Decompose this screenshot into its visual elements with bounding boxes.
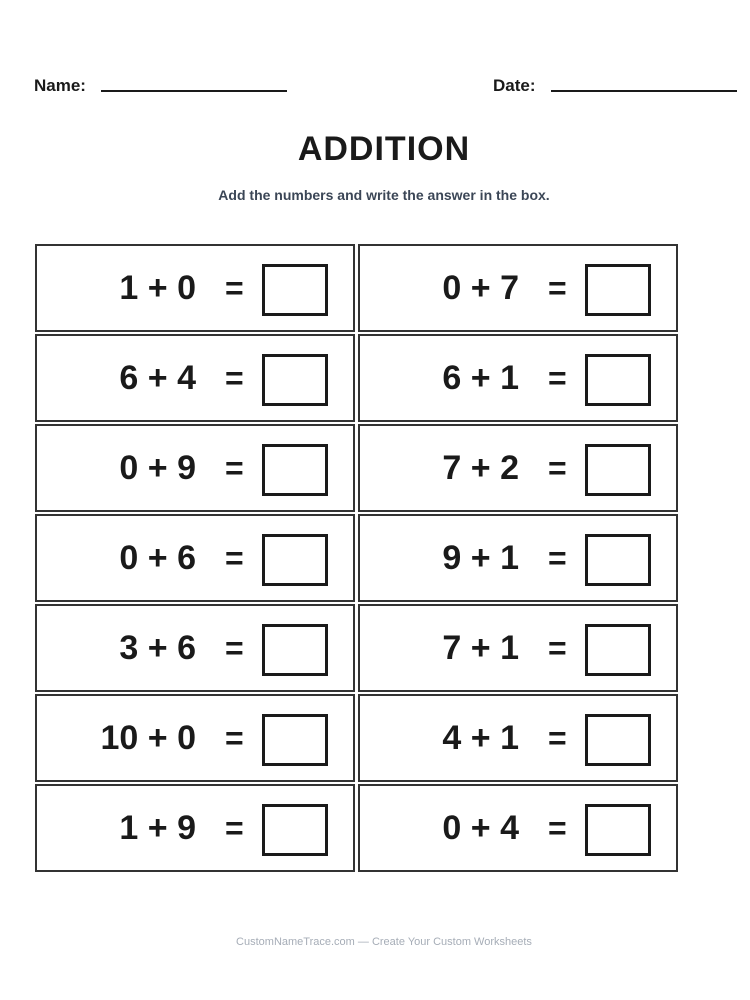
problem-cell (35, 424, 355, 512)
problem-cell (358, 334, 678, 422)
equals-sign: = (548, 720, 567, 756)
date-label: Date: (493, 76, 536, 95)
problem-expression: 1 + 9 (119, 809, 196, 847)
answer-box[interactable] (585, 444, 651, 496)
equals-sign: = (225, 720, 244, 756)
problem-row (35, 784, 682, 872)
answer-box[interactable] (585, 714, 651, 766)
worksheet-instructions: Add the numbers and write the answer in the box. (218, 187, 550, 203)
answer-box[interactable] (262, 354, 328, 406)
problem-cell (35, 694, 355, 782)
equals-sign: = (548, 810, 567, 846)
equals-sign: = (548, 270, 567, 306)
problem-row (35, 424, 682, 512)
problem-cell (35, 604, 355, 692)
problem-expression: 7 + 2 (442, 449, 519, 487)
equals-sign: = (548, 540, 567, 576)
problem-cell (358, 694, 678, 782)
equals-sign: = (548, 630, 567, 666)
equals-sign: = (225, 360, 244, 396)
equals-sign: = (225, 630, 244, 666)
equals-sign: = (225, 270, 244, 306)
problem-expression: 3 + 6 (119, 629, 196, 667)
problem-expression: 10 + 0 (100, 719, 196, 757)
problem-expression: 7 + 1 (442, 629, 519, 667)
answer-box[interactable] (262, 714, 328, 766)
answer-box[interactable] (585, 264, 651, 316)
equals-sign: = (548, 360, 567, 396)
problem-cell (35, 784, 355, 872)
problem-expression: 9 + 1 (442, 539, 519, 577)
equals-sign: = (225, 450, 244, 486)
problem-expression: 1 + 0 (119, 269, 196, 307)
worksheet-title: ADDITION (297, 130, 471, 168)
answer-box[interactable] (585, 354, 651, 406)
equals-sign: = (225, 810, 244, 846)
equals-sign: = (548, 450, 567, 486)
name-input-line[interactable] (101, 90, 287, 92)
problem-cell (35, 334, 355, 422)
footer-credit: CustomNameTrace.com — Create Your Custom Worksheets (236, 936, 532, 948)
problem-row (35, 514, 682, 602)
problem-row (35, 694, 682, 782)
answer-box[interactable] (585, 534, 651, 586)
problem-cell (358, 514, 678, 602)
problem-expression: 6 + 4 (119, 359, 196, 397)
answer-box[interactable] (262, 264, 328, 316)
problem-expression: 0 + 4 (442, 809, 519, 847)
problem-expression: 0 + 6 (119, 539, 196, 577)
answer-box[interactable] (262, 804, 328, 856)
problem-cell (358, 424, 678, 512)
problem-row (35, 604, 682, 692)
problem-grid (35, 244, 682, 874)
name-label: Name: (34, 76, 86, 95)
problem-row (35, 334, 682, 422)
problem-cell (35, 514, 355, 602)
problem-cell (358, 784, 678, 872)
problem-expression: 0 + 7 (442, 269, 519, 307)
answer-box[interactable] (262, 444, 328, 496)
equals-sign: = (225, 540, 244, 576)
problem-expression: 0 + 9 (119, 449, 196, 487)
problem-expression: 4 + 1 (442, 719, 519, 757)
problem-expression: 6 + 1 (442, 359, 519, 397)
answer-box[interactable] (585, 804, 651, 856)
answer-box[interactable] (262, 534, 328, 586)
answer-box[interactable] (262, 624, 328, 676)
problem-row (35, 244, 682, 332)
answer-box[interactable] (585, 624, 651, 676)
date-input-line[interactable] (551, 90, 737, 92)
problem-cell (358, 244, 678, 332)
problem-cell (358, 604, 678, 692)
problem-cell (35, 244, 355, 332)
